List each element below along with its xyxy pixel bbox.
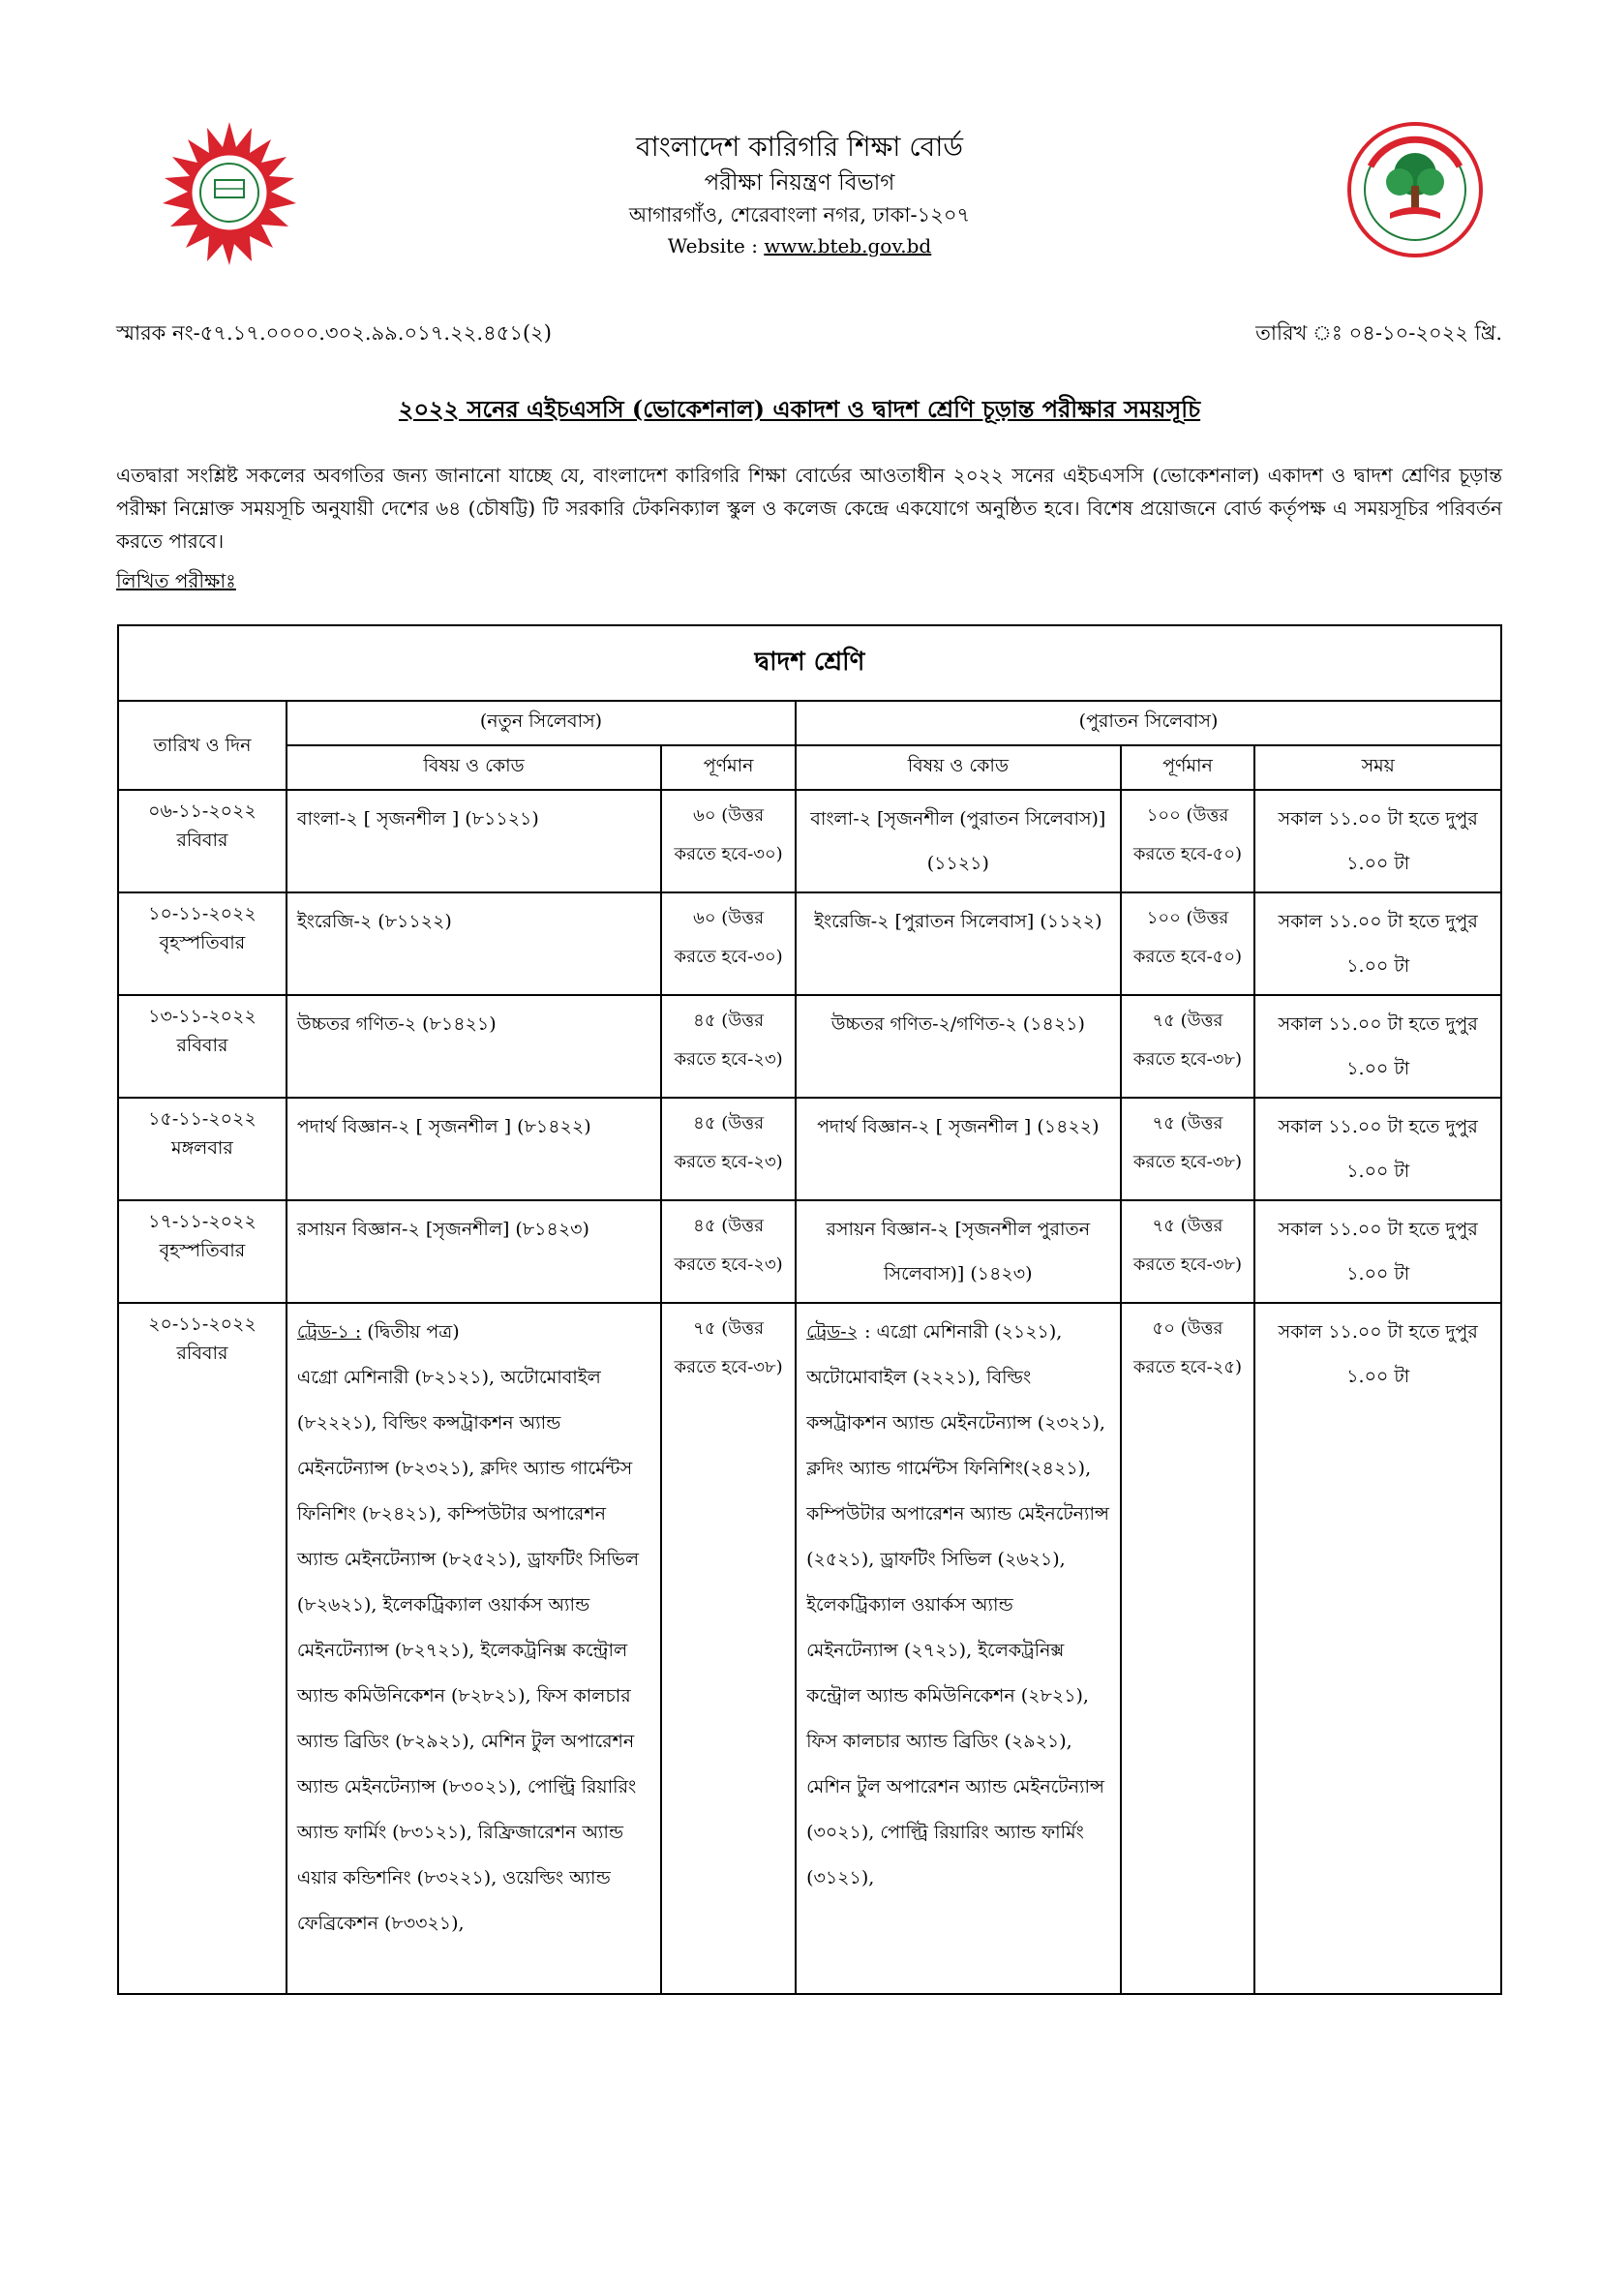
trade-1-subject-list: এগ্রো মেশিনারী (৮২১২১), অটোমোবাইল (৮২২২১), বিল্ডিং কন্সট্রাকশন অ্যান্ড মেইনটেন্যান্স (৮২৩২১), ক্লদিং অ্যান্ড গার্মেন্টস ফিনিশিং (৮২৪২১), কম্পিউটার অপারেশন অ্যান্ড মেইনটেন্যান্স (৮২৫২১), ড্রাফটিং সিভিল (৮২৬২১), ইলেকট্রিক্যাল ওয়ার্কস অ্যান্ড মেইনটেন্যান্স (৮২৭২১), ইলেকট্রনিক্স কন্ট্রোল অ্যান্ড কমিউনিকেশন (৮২৮২১), ফিস কালচার অ্যান্ড ব্রিডিং (৮২৯২১), মেশিন টুল অপারেশন অ্যান্ড মেইনটেন্যান্স (৮৩০২১), পোল্ট্রি রিয়ারিং অ্যান্ড ফার্মিং (৮৩১২১), রিফ্রিজারেশন অ্যান্ড এয়ার কন্ডিশনিং (৮৩২২১), ওয়েল্ডিং অ্যান্ড ফেব্রিকেশন (৮৩৩২১), [296,1367,640,1934]
exam-date: ১৩-১১-২০২২ [148,1006,256,1027]
memo-number: স্মারক নং-৫৭.১৭.০০০০.৩০২.৯৯.০১৭.২২.৪৫১(২) [116,321,552,345]
exam-date: ১৫-১১-২০২২ [148,1108,256,1130]
full-marks: ৬০ (উত্তর করতে হবে-৩০) [661,790,796,892]
exam-time: সকাল ১১.০০ টা হতে দুপুর ১.০০ টা [1254,1200,1501,1303]
shiksha-emblem-logo [1343,118,1487,261]
col-header-date: তারিখ ও দিন [118,701,287,790]
trade-2-label: ট্রেড-২ [806,1321,860,1343]
table-row [118,1200,1501,1303]
issue-date: তারিখ ঃ ০৪-১০-২০২২ খ্রি. [1255,321,1502,345]
exam-date: ১৭-১১-২০২২ [148,1211,256,1232]
trade-2-subject-list: : এগ্রো মেশিনারী (২১২১), অটোমোবাইল (২২২১), বিল্ডিং কন্সট্রাকশন অ্যান্ড মেইনটেন্যান্স (২৩২১), ক্লদিং অ্যান্ড গার্মেন্টস ফিনিশিং(২৪২১), কম্পিউটার অপারেশন অ্যান্ড মেইনটেন্যান্স (২৫২১), ড্রাফটিং সিভিল (২৬২১), ইলেকট্রিক্যাল ওয়ার্কস অ্যান্ড মেইনটেন্যান্স (২৭২১), ইলেকট্রনিক্স কন্ট্রোল অ্যান্ড কমিউনিকেশন (২৮২১), ফিস কালচার অ্যান্ড ব্রিডিং (২৯২১), মেশিন টুল অপারেশন অ্যান্ড মেইনটেন্যান্স (৩০২১), পোল্ট্রি রিয়ারিং অ্যান্ড ফার্মিং (৩১২১), [806,1321,1109,1888]
col-header-marks-old: পূর্ণমান [1121,745,1255,790]
subject-code: বাংলা-২ [ সৃজনশীল ] (৮১১২১) [287,790,661,892]
exam-day: মঙ্গলবার [171,1137,233,1159]
table-row [118,1098,1501,1200]
table-row [118,790,1501,892]
full-marks: ৪৫ (উত্তর করতে হবে-২৩) [661,1098,796,1200]
old-subject-code: পদার্থ বিজ্ঞান-২ [ সৃজনশীল ] (১৪২২) [796,1098,1121,1200]
exam-day: বৃহস্পতিবার [159,1240,246,1261]
col-header-time: সময় [1254,745,1501,790]
old-syllabus-header: (পুরাতন সিলেবাস) [796,701,1501,745]
full-marks: ৪৫ (উত্তর করতে হবে-২৩) [661,1200,796,1303]
exam-time: সকাল ১১.০০ টা হতে দুপুর ১.০০ টা [1254,1098,1501,1200]
exam-time: সকাল ১১.০০ টা হতে দুপুর ১.০০ টা [1254,892,1501,995]
old-full-marks: ৭৫ (উত্তর করতে হবে-৩৮) [1121,1098,1255,1200]
full-marks: ৬০ (উত্তর করতে হবে-৩০) [661,892,796,995]
trade-1-label: ট্রেড-১ : [296,1321,362,1343]
department-name: পরীক্ষা নিয়ন্ত্রণ বিভাগ [704,170,895,196]
subject-code: পদার্থ বিজ্ঞান-২ [ সৃজনশীল ] (৮১৪২২) [287,1098,661,1200]
trade-paper: (দ্বিতীয় পত্র) [361,1321,460,1343]
exam-date: ২০-১১-২০২২ [148,1314,256,1335]
exam-day: রবিবার [176,830,228,851]
exam-time: সকাল ১১.০০ টা হতে দুপুর ১.০০ টা [1254,790,1501,892]
exam-day: রবিবার [176,1035,228,1056]
org-name: বাংলাদেশ কারিগরি শিক্ষা বোর্ড [636,131,963,163]
old-subject-code: উচ্চতর গণিত-২/গণিত-২ (১৪২১) [796,995,1121,1098]
old-subject-code: রসায়ন বিজ্ঞান-২ [সৃজনশীল পুরাতন সিলেবাস)] (১৪২৩) [796,1200,1121,1303]
notice-paragraph: এতদ্বারা সংশ্লিষ্ট সকলের অবগতির জন্য জানানো যাচ্ছে যে, বাংলাদেশ কারিগরি শিক্ষা বোর্ডের আওতাধীন ২০২২ সনের এইচএসসি (ভোকেশনাল) একাদশ ও দ্বাদশ শ্রেণির চূড়ান্ত পরীক্ষা নিম্নোক্ত সময়সূচি অনুযায়ী দেশের ৬৪ (চৌষট্টি) টি সরকারি টেকনিক্যাল স্কুল ও কলেজ কেন্দ্রে একযোগে অনুষ্ঠিত হবে। বিশেষ প্রয়োজনে বোর্ড কর্তৃপক্ষ এ সময়সূচির পরিবর্তন করতে পারবে। [116,464,1502,553]
exam-day: বৃহস্পতিবার [159,932,246,953]
col-header-subject-old: বিষয় ও কোড [796,745,1121,790]
old-full-marks: ৫০ (উত্তর করতে হবে-২৫) [1121,1303,1255,1994]
document-title: ২০২২ সনের এইচএসসি (ভোকেশনাল) একাদশ ও দ্বাদশ শ্রেণি চূড়ান্ত পরীক্ষার সময়সূচি [398,395,1201,423]
old-subject-code: বাংলা-২ [সৃজনশীল (পুরাতন সিলেবাস)] (১১২১) [796,790,1121,892]
new-syllabus-header: (নতুন সিলেবাস) [287,701,796,745]
old-trade-subjects [796,1303,1121,1994]
class-title: দ্বাদশ শ্রেণি [118,625,1501,701]
col-header-subject: বিষয় ও কোড [287,745,661,790]
bteb-seal-logo [157,120,302,265]
exam-schedule-table [117,624,1502,1995]
trade-subjects [287,1303,661,1994]
exam-date: ০৬-১১-২০২২ [148,801,256,822]
full-marks: ৭৫ (উত্তর করতে হবে-৩৮) [661,1303,796,1994]
col-header-marks: পূর্ণমান [661,745,796,790]
subject-code: উচ্চতর গণিত-২ (৮১৪২১) [287,995,661,1098]
exam-time: সকাল ১১.০০ টা হতে দুপুর ১.০০ টা [1254,995,1501,1098]
written-exam-heading: লিখিত পরীক্ষাঃ [116,569,236,592]
exam-day: রবিবার [176,1343,228,1364]
address: আগারগাঁও, শেরেবাংলা নগর, ঢাকা-১২০৭ [628,203,971,227]
table-row [118,995,1501,1098]
subject-code: ইংরেজি-২ (৮১১২২) [287,892,661,995]
old-subject-code: ইংরেজি-২ [পুরাতন সিলেবাস] (১১২২) [796,892,1121,995]
old-full-marks: ৭৫ (উত্তর করতে হবে-৩৮) [1121,1200,1255,1303]
exam-time: সকাল ১১.০০ টা হতে দুপুর ১.০০ টা [1254,1303,1501,1994]
letterhead [0,0,1599,290]
table-row [118,892,1501,995]
subject-code: রসায়ন বিজ্ঞান-২ [সৃজনশীল] (৮১৪২৩) [287,1200,661,1303]
table-row-trade [118,1303,1501,1994]
old-full-marks: ১০০ (উত্তর করতে হবে-৫০) [1121,892,1255,995]
old-full-marks: ৭৫ (উত্তর করতে হবে-৩৮) [1121,995,1255,1098]
website-link[interactable]: www.bteb.gov.bd [764,234,932,257]
website-label: Website : [667,234,765,257]
exam-date: ১০-১১-২০২২ [148,903,256,924]
full-marks: ৪৫ (উত্তর করতে হবে-২৩) [661,995,796,1098]
website-line [484,230,1115,261]
old-full-marks: ১০০ (উত্তর করতে হবে-৫০) [1121,790,1255,892]
